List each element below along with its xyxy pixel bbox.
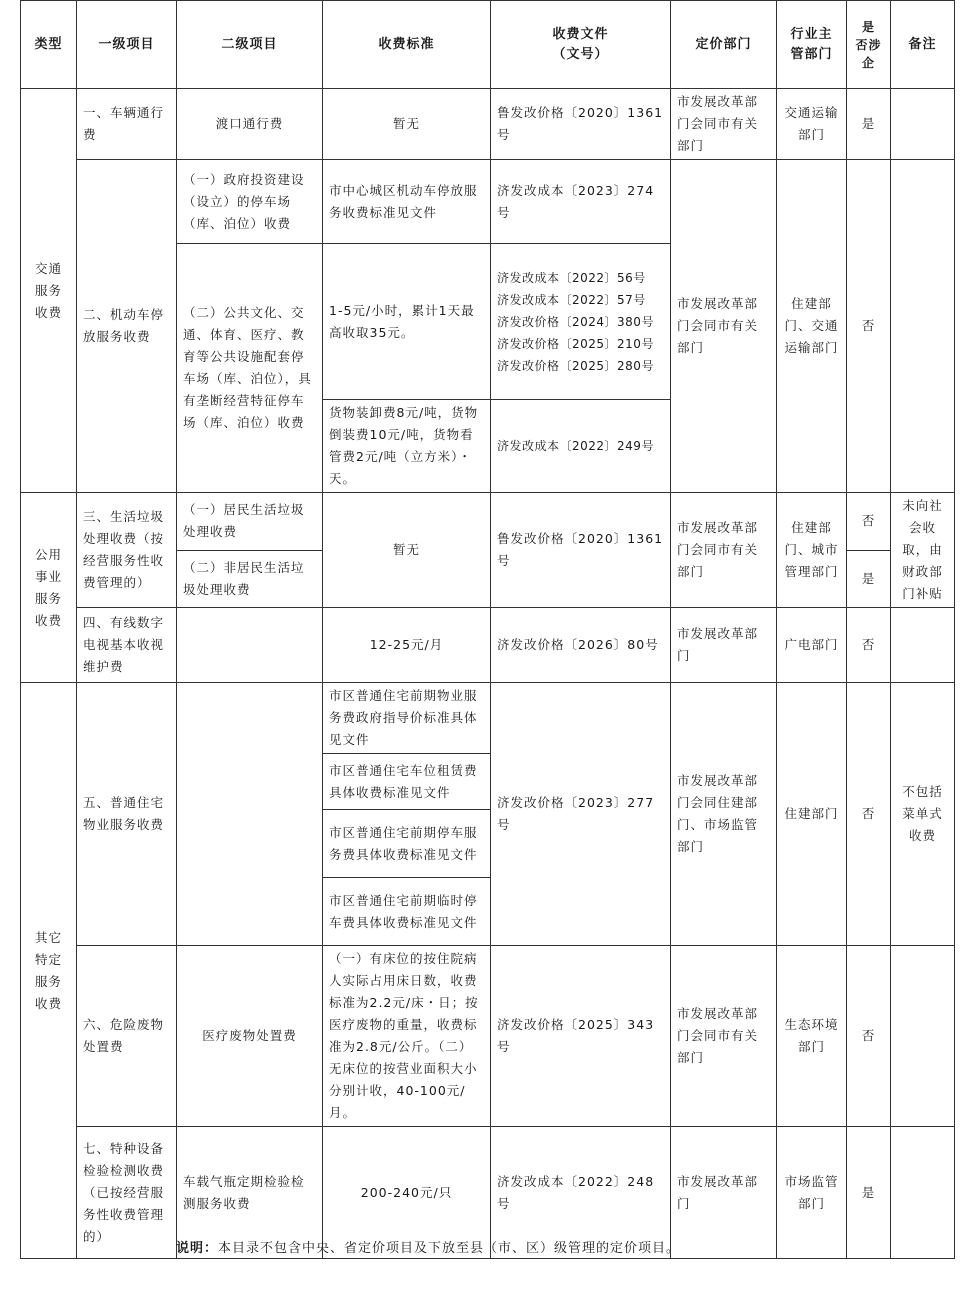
table-row <box>21 608 955 683</box>
r5-doc: 济发改价格〔2023〕277号 <box>491 683 671 946</box>
r3-sub2: （二）非居民生活垃圾处理收费 <box>177 550 323 608</box>
r2-soe: 否 <box>847 160 891 493</box>
r6-soe: 否 <box>847 946 891 1127</box>
r7-industry: 市场监管部门 <box>777 1127 847 1259</box>
r2-std1: 市中心城区机动车停放服务收费标准见文件 <box>323 160 491 244</box>
r4-pricing: 市发展改革部门 <box>671 608 777 683</box>
r2-pricing: 市发展改革部门会同市有关部门 <box>671 160 777 493</box>
r5-remark: 不包括菜单式收费 <box>891 683 955 946</box>
r2-doc3: 济发改成本〔2022〕249号 <box>491 400 671 493</box>
r2-level1: 二、机动车停放服务收费 <box>77 160 177 493</box>
r4-level2 <box>177 608 323 683</box>
r2-doc2: 济发改成本〔2022〕56号 济发改成本〔2022〕57号 济发改价格〔2024〕380号 济发改价格〔2025〕210号 济发改价格〔2025〕280号 <box>491 244 671 400</box>
r4-level1: 四、有线数字电视基本收视维护费 <box>77 608 177 683</box>
r2-remark <box>891 160 955 493</box>
r2-sub1: （一）政府投资建设（设立）的停车场（库、泊位）收费 <box>177 160 323 244</box>
r5-std4: 市区普通住宅前期临时停车费具体收费标准见文件 <box>323 878 491 946</box>
r2-std3: 货物装卸费8元/吨，货物倒装费10元/吨，货物看管费2元/吨（立方米）・天。 <box>323 400 491 493</box>
r7-pricing: 市发展改革部门 <box>671 1127 777 1259</box>
category-transport: 交通 服务 收费 <box>21 89 77 493</box>
r1-industry: 交通运输部门 <box>777 89 847 160</box>
r6-level2: 医疗废物处置费 <box>177 946 323 1127</box>
r4-standard: 12-25元/月 <box>323 608 491 683</box>
header-type: 类型 <box>21 1 77 89</box>
r2-industry: 住建部门、交通运输部门 <box>777 160 847 493</box>
r5-industry: 住建部门 <box>777 683 847 946</box>
r6-remark <box>891 946 955 1127</box>
r6-pricing: 市发展改革部门会同市有关部门 <box>671 946 777 1127</box>
r1-level1: 一、车辆通行费 <box>77 89 177 160</box>
header-row <box>21 1 955 89</box>
category-other: 其它 特定 服务 收费 <box>21 683 77 1259</box>
r3-standard: 暂无 <box>323 493 491 608</box>
r5-std3: 市区普通住宅前期停车服务费具体收费标准见文件 <box>323 810 491 878</box>
fee-catalog-table <box>20 0 955 1259</box>
r3-level1: 三、生活垃圾处理收费（按经营服务性收费管理的） <box>77 493 177 608</box>
r6-standard: （一）有床位的按住院病人实际占用床日数，收费标准为2.2元/床・日；按医疗废物的重量，收费标准为2.8元/公斤。（二）无床位的按营业面积大小分别计收，40-100元/月。 <box>323 946 491 1127</box>
table-row <box>21 946 955 1127</box>
r6-level1: 六、危险废物处置费 <box>77 946 177 1127</box>
r7-soe: 是 <box>847 1127 891 1259</box>
r2-std2: 1-5元/小时，累计1天最高收取35元。 <box>323 244 491 400</box>
r4-doc: 济发改价格〔2026〕80号 <box>491 608 671 683</box>
r7-level1: 七、特种设备检验检测收费（已按经营服务性收费管理的） <box>77 1127 177 1259</box>
table-row <box>21 89 955 160</box>
r5-level1: 五、普通住宅物业服务收费 <box>77 683 177 946</box>
r3-pricing: 市发展改革部门会同市有关部门 <box>671 493 777 608</box>
r4-soe: 否 <box>847 608 891 683</box>
header-remark: 备注 <box>891 1 955 89</box>
r5-std2: 市区普通住宅车位租赁费具体收费标准见文件 <box>323 754 491 810</box>
header-level1: 一级项目 <box>77 1 177 89</box>
footnote <box>176 1237 680 1256</box>
r6-doc: 济发改价格〔2025〕343号 <box>491 946 671 1127</box>
r5-std1: 市区普通住宅前期物业服务费政府指导价标准具体见文件 <box>323 683 491 754</box>
r4-industry: 广电部门 <box>777 608 847 683</box>
r2-doc1: 济发改成本〔2023〕274号 <box>491 160 671 244</box>
r3-soe2: 是 <box>847 550 891 608</box>
r7-standard: 200-240元/只 <box>323 1127 491 1259</box>
header-pricing: 定价部门 <box>671 1 777 89</box>
r2-sub2: （二）公共文化、交通、体育、医疗、教育等公共设施配套停车场（库、泊位），具有垄断经营特征停车场（库、泊位）收费 <box>177 244 323 493</box>
table-row <box>21 683 955 754</box>
category-public: 公用 事业 服务 收费 <box>21 493 77 683</box>
r7-level2: 车载气瓶定期检验检测服务收费 <box>177 1127 323 1259</box>
header-level2: 二级项目 <box>177 1 323 89</box>
footnote-label: 说明： <box>176 1241 219 1256</box>
table-row <box>21 160 955 244</box>
r1-remark <box>891 89 955 160</box>
r1-standard: 暂无 <box>323 89 491 160</box>
r7-remark <box>891 1127 955 1259</box>
r3-soe1: 否 <box>847 493 891 551</box>
r3-industry: 住建部门、城市管理部门 <box>777 493 847 608</box>
header-standard: 收费标准 <box>323 1 491 89</box>
r4-remark <box>891 608 955 683</box>
r5-pricing: 市发展改革部门会同住建部门、市场监管部门 <box>671 683 777 946</box>
footnote-text: 本目录不包含中央、省定价项目及下放至县（市、区）级管理的定价项目。 <box>218 1241 681 1256</box>
header-industry: 行业主 管部门 <box>777 1 847 89</box>
header-doc: 收费文件 （文号） <box>491 1 671 89</box>
r1-level2: 渡口通行费 <box>177 89 323 160</box>
r6-industry: 生态环境部门 <box>777 946 847 1127</box>
table-row <box>21 493 955 551</box>
r5-level2 <box>177 683 323 946</box>
r3-remark: 未向社会收取，由财政部门补贴 <box>891 493 955 608</box>
r3-doc: 鲁发改价格〔2020〕1361号 <box>491 493 671 608</box>
header-soe: 是 否涉 企 <box>847 1 891 89</box>
r1-soe: 是 <box>847 89 891 160</box>
r7-doc: 济发改成本〔2022〕248号 <box>491 1127 671 1259</box>
r5-soe: 否 <box>847 683 891 946</box>
r1-doc: 鲁发改价格〔2020〕1361号 <box>491 89 671 160</box>
r1-pricing: 市发展改革部门会同市有关部门 <box>671 89 777 160</box>
r3-sub1: （一）居民生活垃圾处理收费 <box>177 493 323 551</box>
